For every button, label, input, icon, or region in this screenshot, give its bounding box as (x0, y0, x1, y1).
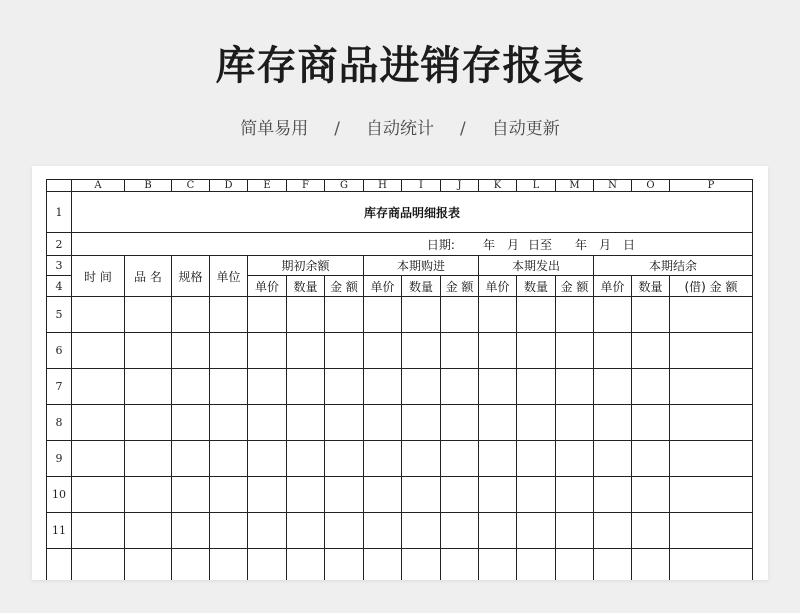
data-cell[interactable] (172, 477, 210, 513)
data-cell[interactable] (72, 477, 125, 513)
row-number[interactable]: 2 (47, 233, 72, 256)
column-header-c[interactable]: C (172, 180, 210, 192)
data-cell[interactable] (479, 369, 517, 405)
data-cell[interactable] (479, 513, 517, 549)
data-cell[interactable] (72, 405, 125, 441)
data-cell[interactable] (632, 333, 670, 369)
header-amount[interactable]: 金 额 (441, 276, 479, 297)
data-cell[interactable] (125, 333, 172, 369)
data-cell[interactable] (517, 549, 556, 581)
start-month-label: 月 (506, 237, 519, 252)
data-cell[interactable] (402, 549, 441, 581)
data-cell[interactable] (172, 369, 210, 405)
separator: / (460, 119, 466, 139)
data-cell[interactable] (364, 297, 402, 333)
data-cell[interactable] (670, 369, 753, 405)
data-cell[interactable] (210, 297, 248, 333)
sheet-row-2 (47, 233, 753, 256)
data-cell[interactable] (325, 297, 364, 333)
data-cell[interactable] (210, 549, 248, 581)
header-unit-price[interactable]: 单价 (248, 276, 287, 297)
data-cell[interactable] (248, 477, 287, 513)
column-header-p[interactable]: P (670, 180, 753, 192)
data-cell[interactable] (210, 369, 248, 405)
start-day-to-label: 日至 (528, 237, 553, 252)
data-cell[interactable] (402, 441, 441, 477)
data-cell[interactable] (670, 297, 753, 333)
data-cell[interactable] (441, 549, 479, 581)
data-cell[interactable] (172, 405, 210, 441)
header-opening-balance[interactable]: 期初余额 (248, 256, 364, 276)
data-cell[interactable] (632, 405, 670, 441)
column-header-h[interactable]: H (364, 180, 402, 192)
data-cell[interactable] (441, 513, 479, 549)
data-cell[interactable] (441, 441, 479, 477)
data-row (47, 477, 753, 513)
data-cell[interactable] (670, 333, 753, 369)
row-number[interactable]: 11 (47, 513, 72, 549)
data-cell[interactable] (172, 441, 210, 477)
data-cell[interactable] (287, 333, 325, 369)
data-cell[interactable] (479, 549, 517, 581)
data-row (47, 297, 753, 333)
end-day-label: 日 (623, 237, 636, 252)
data-cell[interactable] (125, 477, 172, 513)
header-amount[interactable]: 金 额 (325, 276, 364, 297)
data-cell[interactable] (517, 369, 556, 405)
data-cell[interactable] (632, 369, 670, 405)
data-cell[interactable] (594, 333, 632, 369)
data-cell[interactable] (441, 369, 479, 405)
data-cell[interactable] (556, 369, 594, 405)
data-cell[interactable] (248, 405, 287, 441)
data-cell[interactable] (479, 333, 517, 369)
column-header-n[interactable]: N (594, 180, 632, 192)
column-header-l[interactable]: L (517, 180, 556, 192)
data-cell[interactable] (248, 369, 287, 405)
data-cell[interactable] (479, 477, 517, 513)
data-cell[interactable] (556, 477, 594, 513)
header-quantity[interactable]: 数量 (402, 276, 441, 297)
sheet-row-1 (47, 192, 753, 233)
data-cell[interactable] (517, 477, 556, 513)
data-cell[interactable] (172, 513, 210, 549)
column-header-row (47, 180, 753, 192)
data-cell[interactable] (72, 513, 125, 549)
row-number[interactable]: 9 (47, 441, 72, 477)
data-cell[interactable] (441, 477, 479, 513)
header-amount[interactable]: 金 额 (556, 276, 594, 297)
header-product-name[interactable]: 品 名 (125, 256, 172, 297)
column-header-j[interactable]: J (441, 180, 479, 192)
data-cell[interactable] (210, 441, 248, 477)
data-cell[interactable] (172, 297, 210, 333)
data-cell[interactable] (172, 549, 210, 581)
row-number[interactable] (47, 549, 72, 581)
row-number[interactable]: 4 (47, 276, 72, 297)
feature-auto-update: 自动更新 (491, 119, 560, 139)
data-cell[interactable] (479, 441, 517, 477)
row-number[interactable]: 7 (47, 369, 72, 405)
data-cell[interactable] (441, 333, 479, 369)
row-number[interactable]: 8 (47, 405, 72, 441)
data-cell[interactable] (248, 333, 287, 369)
data-cell[interactable] (556, 333, 594, 369)
data-cell[interactable] (364, 369, 402, 405)
data-row (47, 549, 753, 581)
header-unit-price[interactable]: 单价 (479, 276, 517, 297)
data-cell[interactable] (556, 441, 594, 477)
end-month-label: 月 (599, 237, 612, 252)
header-debit-amount[interactable]: (借) 金 额 (670, 276, 753, 297)
data-cell[interactable] (325, 477, 364, 513)
report-title[interactable]: 库存商品明细报表 (72, 192, 753, 233)
data-cell[interactable] (670, 513, 753, 549)
data-cell[interactable] (402, 477, 441, 513)
feature-easy: 简单易用 (240, 119, 309, 139)
column-header-b[interactable]: B (125, 180, 172, 192)
data-cell[interactable] (594, 369, 632, 405)
data-cell[interactable] (364, 441, 402, 477)
header-quantity[interactable]: 数量 (517, 276, 556, 297)
data-cell[interactable] (248, 513, 287, 549)
column-header-i[interactable]: I (402, 180, 441, 192)
data-cell[interactable] (325, 513, 364, 549)
data-cell[interactable] (364, 477, 402, 513)
header-unit[interactable]: 单位 (210, 256, 248, 297)
data-cell[interactable] (632, 441, 670, 477)
feature-tagline (0, 114, 800, 139)
data-cell[interactable] (402, 333, 441, 369)
data-cell[interactable] (210, 405, 248, 441)
data-cell[interactable] (210, 513, 248, 549)
data-cell[interactable] (517, 441, 556, 477)
data-cell[interactable] (248, 297, 287, 333)
column-header-m[interactable]: M (556, 180, 594, 192)
data-cell[interactable] (556, 513, 594, 549)
data-cell[interactable] (632, 513, 670, 549)
data-cell[interactable] (441, 405, 479, 441)
column-header-g[interactable]: G (325, 180, 364, 192)
data-row (47, 405, 753, 441)
data-cell[interactable] (325, 441, 364, 477)
data-cell[interactable] (125, 549, 172, 581)
data-cell[interactable] (632, 549, 670, 581)
data-cell[interactable] (325, 405, 364, 441)
data-cell[interactable] (670, 549, 753, 581)
data-cell[interactable] (479, 405, 517, 441)
data-cell[interactable] (556, 549, 594, 581)
data-cell[interactable] (72, 369, 125, 405)
data-cell[interactable] (248, 441, 287, 477)
row-number[interactable]: 5 (47, 297, 72, 333)
data-cell[interactable] (402, 369, 441, 405)
corner-cell[interactable] (47, 180, 72, 192)
sheet-row-3 (47, 256, 753, 276)
header-closing-balance[interactable]: 本期结余 (594, 256, 753, 276)
data-cell[interactable] (364, 333, 402, 369)
data-cell[interactable] (556, 405, 594, 441)
end-year-label: 年 (575, 237, 588, 252)
data-cell[interactable] (125, 405, 172, 441)
data-cell[interactable] (125, 369, 172, 405)
data-cell[interactable] (210, 477, 248, 513)
data-cell[interactable] (325, 549, 364, 581)
data-cell[interactable] (670, 441, 753, 477)
column-header-k[interactable]: K (479, 180, 517, 192)
data-cell[interactable] (632, 477, 670, 513)
page-title: 库存商品进销存报表 (215, 43, 585, 89)
data-cell[interactable] (287, 477, 325, 513)
data-cell[interactable] (670, 405, 753, 441)
separator: / (334, 119, 340, 139)
row-number[interactable]: 10 (47, 477, 72, 513)
column-header-d[interactable]: D (210, 180, 248, 192)
data-cell[interactable] (325, 369, 364, 405)
data-cell[interactable] (632, 297, 670, 333)
header-quantity[interactable]: 数量 (632, 276, 670, 297)
data-cell[interactable] (72, 549, 125, 581)
data-cell[interactable] (364, 405, 402, 441)
data-cell[interactable] (594, 513, 632, 549)
report-grid (46, 179, 753, 580)
data-cell[interactable] (248, 549, 287, 581)
header-unit-price[interactable]: 单价 (364, 276, 402, 297)
data-cell[interactable] (125, 441, 172, 477)
data-cell[interactable] (72, 333, 125, 369)
column-header-e[interactable]: E (248, 180, 287, 192)
feature-auto-stats: 自动统计 (366, 119, 434, 139)
date-range-cell[interactable] (72, 233, 753, 256)
data-cell[interactable] (364, 549, 402, 581)
header-issues[interactable]: 本期发出 (479, 256, 594, 276)
data-cell[interactable] (172, 333, 210, 369)
column-header-a[interactable]: A (72, 180, 125, 192)
data-cell[interactable] (594, 405, 632, 441)
data-cell[interactable] (364, 513, 402, 549)
data-cell[interactable] (517, 513, 556, 549)
data-cell[interactable] (479, 297, 517, 333)
spreadsheet-preview (32, 166, 768, 580)
data-cell[interactable] (287, 297, 325, 333)
data-cell[interactable] (402, 297, 441, 333)
data-cell[interactable] (210, 333, 248, 369)
data-cell[interactable] (72, 297, 125, 333)
data-row (47, 513, 753, 549)
column-header-o[interactable]: O (632, 180, 670, 192)
data-cell[interactable] (287, 369, 325, 405)
data-cell[interactable] (594, 549, 632, 581)
header-time[interactable]: 时 间 (72, 256, 125, 297)
data-cell[interactable] (441, 297, 479, 333)
header-unit-price[interactable]: 单价 (594, 276, 632, 297)
data-cell[interactable] (594, 441, 632, 477)
column-header-f[interactable]: F (287, 180, 325, 192)
data-cell[interactable] (287, 441, 325, 477)
row-number[interactable]: 3 (47, 256, 72, 276)
data-cell[interactable] (517, 333, 556, 369)
data-cell[interactable] (402, 513, 441, 549)
date-label: 日期: (426, 237, 455, 252)
data-row (47, 369, 753, 405)
data-cell[interactable] (287, 549, 325, 581)
row-number[interactable]: 1 (47, 192, 72, 233)
data-cell[interactable] (125, 297, 172, 333)
data-cell[interactable] (594, 297, 632, 333)
data-cell[interactable] (125, 513, 172, 549)
data-row (47, 441, 753, 477)
header-quantity[interactable]: 数量 (287, 276, 325, 297)
data-cell[interactable] (287, 405, 325, 441)
data-cell[interactable] (670, 477, 753, 513)
data-cell[interactable] (517, 405, 556, 441)
data-cell[interactable] (402, 405, 441, 441)
data-cell[interactable] (594, 477, 632, 513)
row-number[interactable]: 6 (47, 333, 72, 369)
data-cell[interactable] (517, 297, 556, 333)
data-cell[interactable] (287, 513, 325, 549)
header-spec[interactable]: 规格 (172, 256, 210, 297)
data-cell[interactable] (325, 333, 364, 369)
data-row (47, 333, 753, 369)
data-cell[interactable] (72, 441, 125, 477)
start-year-label: 年 (482, 237, 495, 252)
header-purchases[interactable]: 本期购进 (364, 256, 479, 276)
data-cell[interactable] (556, 297, 594, 333)
